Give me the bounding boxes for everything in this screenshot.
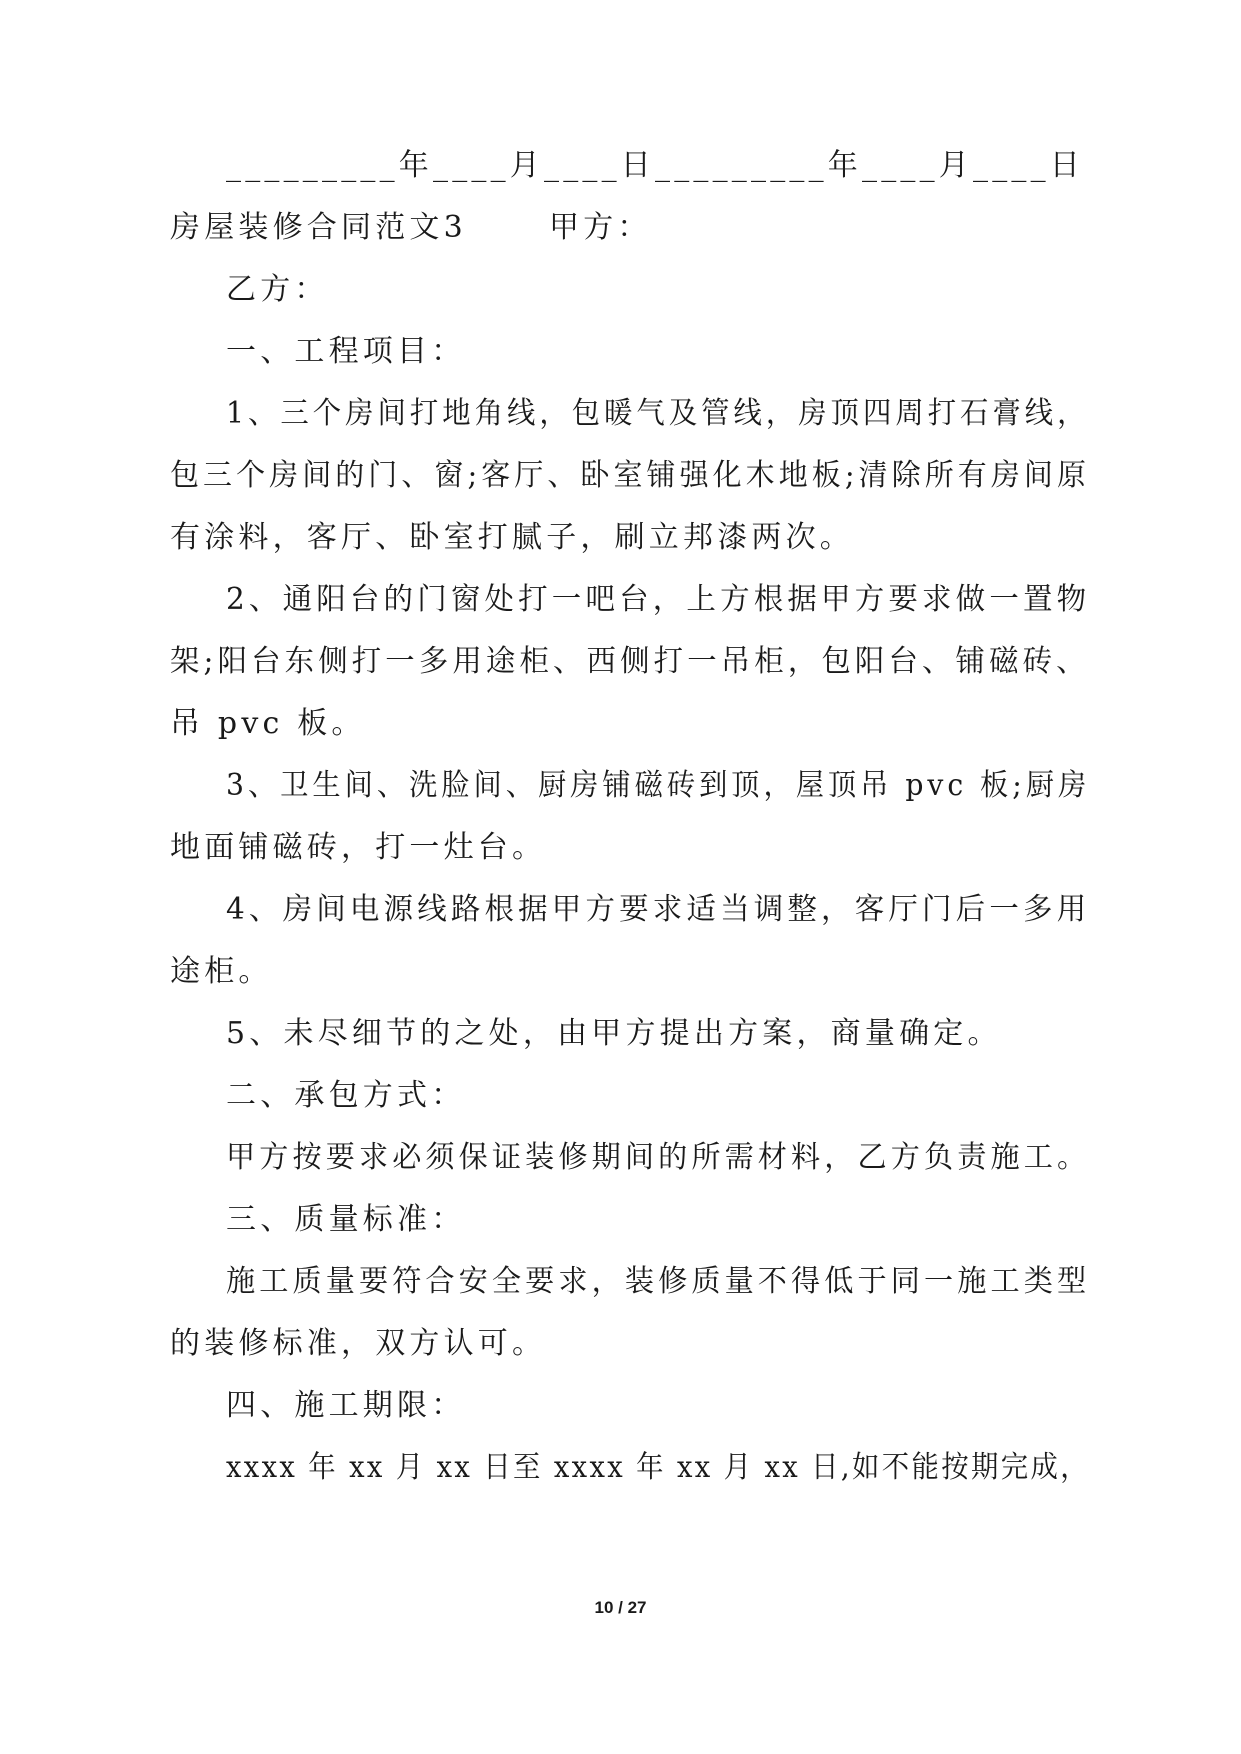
contract-title-party-a: 房屋装修合同范文3 甲方： xyxy=(170,210,652,245)
paragraph-line: 3、卫生间、洗脸间、厨房铺磁砖到顶，屋顶吊 pvc 板;厨房 xyxy=(226,768,1091,803)
paragraph-line: 包三个房间的门、窗;客厅、卧室铺强化木地板;清除所有房间原 xyxy=(170,458,1091,493)
section-heading-1: 一、工程项目： xyxy=(226,334,466,369)
paragraph-line: 地面铺磁砖，打一灶台。 xyxy=(170,830,547,865)
section-heading-2: 二、承包方式： xyxy=(226,1078,466,1113)
paragraph-line: xxxx 年 xx 月 xx 日至 xxxx 年 xx 月 xx 日,如不能按期完成， xyxy=(226,1450,1090,1485)
paragraph-line: 1、三个房间打地角线，包暖气及管线，房顶四周打石膏线， xyxy=(226,396,1090,431)
paragraph-line: 有涂料，客厅、卧室打腻子，刷立邦漆两次。 xyxy=(170,520,854,555)
party-b-label: 乙方： xyxy=(226,272,329,307)
paragraph-line: 施工质量要符合安全要求，装修质量不得低于同一施工类型 xyxy=(226,1264,1091,1299)
paragraph-line: 途柜。 xyxy=(170,954,273,989)
section-heading-3: 三、质量标准： xyxy=(226,1202,466,1237)
paragraph-line: 吊 pvc 板。 xyxy=(170,706,366,741)
date-line: _________年____月____日_________年____月____日 xyxy=(226,148,1084,183)
paragraph-line: 4、房间电源线路根据甲方要求适当调整，客厅门后一多用 xyxy=(226,892,1091,927)
page-number: 10 / 27 xyxy=(594,1598,647,1617)
section-heading-4: 四、施工期限： xyxy=(226,1388,466,1423)
paragraph-line: 架;阳台东侧打一多用途柜、西侧打一吊柜，包阳台、铺磁砖、 xyxy=(170,644,1090,679)
paragraph-line: 2、通阳台的门窗处打一吧台，上方根据甲方要求做一置物 xyxy=(226,582,1091,617)
paragraph-line: 的装修标准，双方认可。 xyxy=(170,1326,547,1361)
paragraph-line: 5、未尽细节的之处，由甲方提出方案，商量确定。 xyxy=(226,1016,1002,1051)
paragraph-line: 甲方按要求必须保证装修期间的所需材料，乙方负责施工。 xyxy=(226,1140,1091,1175)
